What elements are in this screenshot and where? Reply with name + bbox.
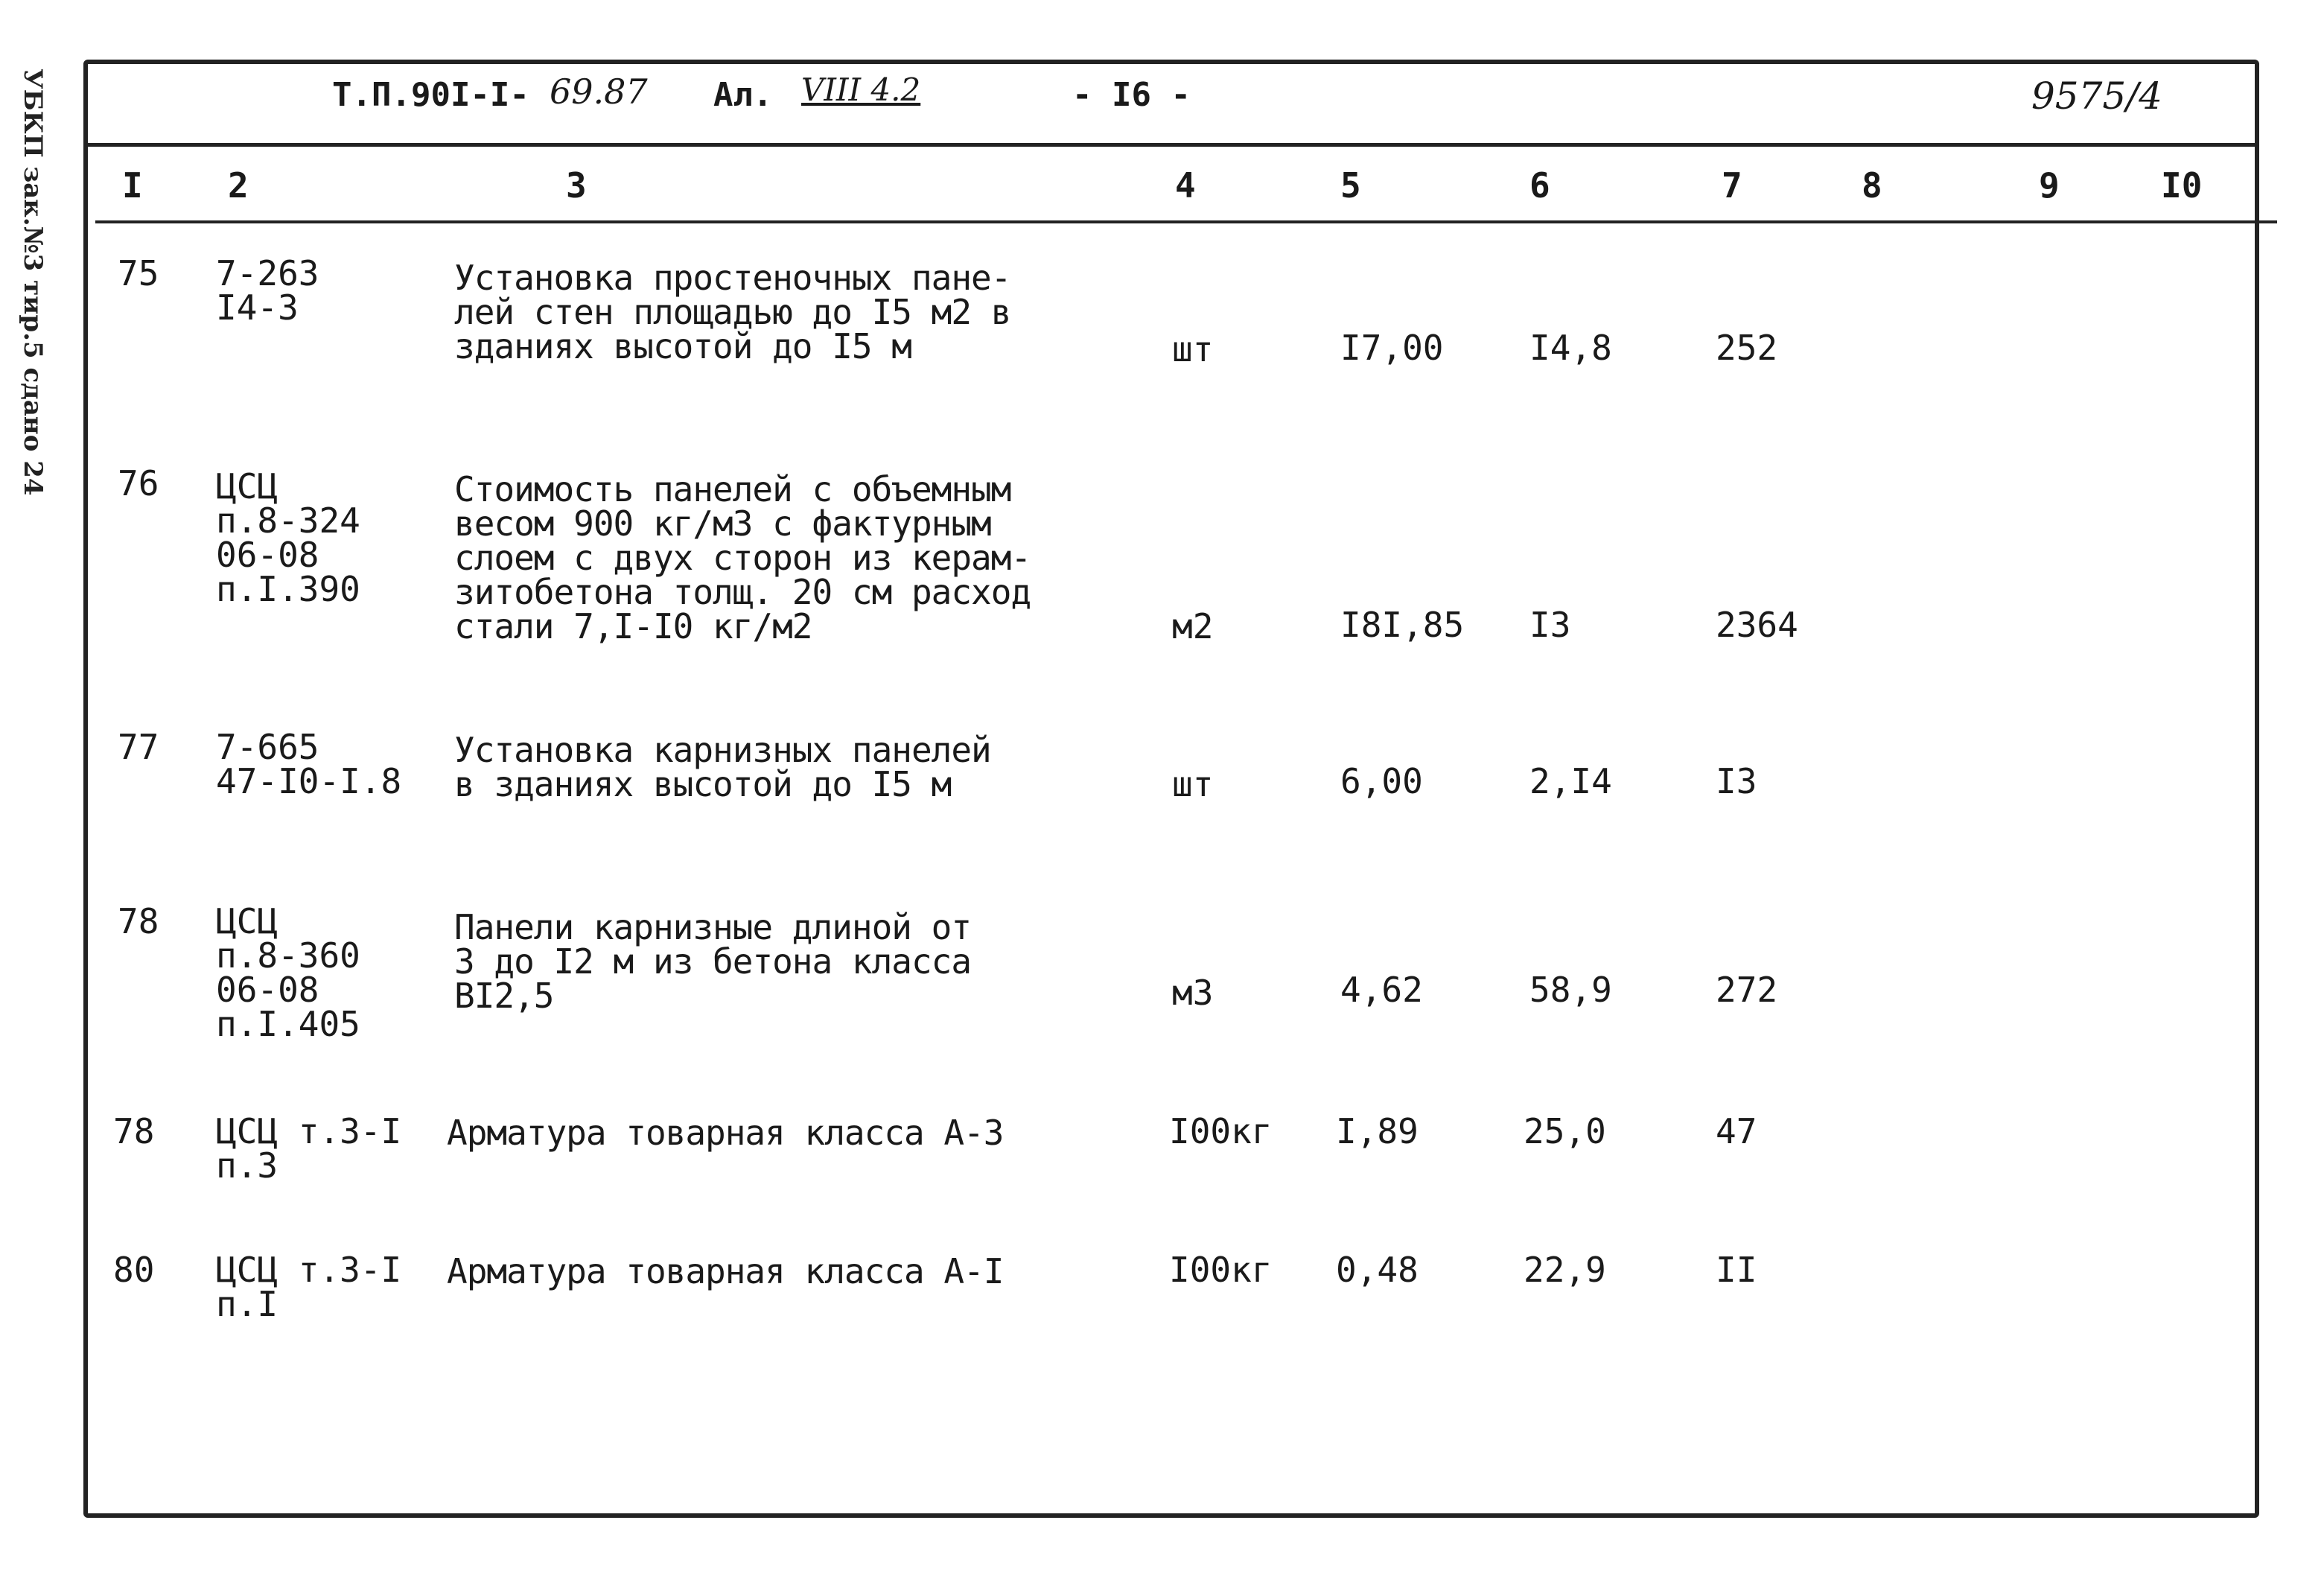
row-number: 78: [118, 901, 159, 941]
side-stamp-text: УБКП зак.№3 тир.5 сдано 24: [18, 69, 48, 496]
norm-code: ЦСЦ п.8-324 06-08 п.I.390: [216, 466, 360, 609]
total-cost: 252: [1716, 328, 1778, 368]
column-header: 5: [1340, 165, 1361, 206]
work-description: Стоимость панелей с объемным весом 900 кг/м3 с фактурным слоем с двух сторон из керам- зитобетона толщ. 20 см расход стали 7,I-I0 кг/м2: [454, 469, 1031, 646]
row-number: 75: [118, 253, 159, 293]
norm-code: 7-263 I4-3: [216, 253, 319, 328]
column-header: 9: [2039, 165, 2060, 206]
work-description: Арматура товарная класса А-3: [447, 1113, 1004, 1153]
quantity: 6,00: [1340, 761, 1423, 801]
unit-price: 58,9: [1529, 970, 1612, 1010]
unit-price: 2,I4: [1529, 761, 1612, 801]
quantity: I8I,85: [1340, 605, 1465, 645]
total-cost: II: [1716, 1250, 1757, 1290]
unit: шт: [1172, 329, 1214, 369]
unit-price: I4,8: [1529, 328, 1612, 368]
column-header: 8: [1862, 165, 1882, 206]
unit: м3: [1172, 973, 1214, 1013]
header-rule: [86, 143, 2258, 147]
unit-price: 25,0: [1524, 1111, 1606, 1151]
work-description: Панели карнизные длиной от 3 до I2 м из бетона класса BI2,5: [454, 907, 972, 1016]
column-header: 2: [228, 165, 249, 206]
work-description: Установка простеночных пане- лей стен площадью до I5 м2 в зданиях высотой до I5 м: [454, 258, 1011, 366]
total-cost: 272: [1716, 970, 1778, 1010]
unit: шт: [1172, 764, 1214, 804]
album-handwritten: VIII 4.2: [801, 71, 921, 108]
column-header: I0: [2161, 165, 2203, 206]
doc-code: Т.П.90I-I-: [332, 76, 529, 114]
unit-price: I3: [1529, 605, 1571, 645]
total-cost: 2364: [1716, 605, 1798, 645]
row-number: 77: [118, 727, 159, 767]
column-header: 6: [1529, 165, 1550, 206]
row-number: 80: [113, 1250, 155, 1290]
quantity: I,89: [1336, 1111, 1419, 1151]
row-number: 76: [118, 463, 159, 503]
column-header-rule: [95, 220, 2277, 223]
norm-code: ЦСЦ п.8-360 06-08 п.I.405: [216, 901, 360, 1044]
column-header: 3: [566, 165, 587, 206]
column-header: 4: [1175, 165, 1196, 206]
row-number: 78: [113, 1111, 155, 1151]
norm-code: ЦСЦ т.3-I п.3: [216, 1111, 402, 1186]
reference-handwritten: 9575/4: [2031, 74, 2162, 118]
quantity: I7,00: [1340, 328, 1444, 368]
unit-price: 22,9: [1524, 1250, 1606, 1290]
page-frame: [83, 60, 2259, 1518]
unit: м2: [1172, 606, 1214, 646]
norm-code: 7-665 47-I0-I.8: [216, 727, 402, 801]
album-label: Ал.: [713, 76, 773, 114]
total-cost: I3: [1716, 761, 1757, 801]
unit: I00кг: [1169, 1250, 1273, 1290]
column-header: 7: [1722, 165, 1742, 206]
work-description: Арматура товарная класса А-I: [447, 1251, 1004, 1291]
side-stamp: [7, 69, 52, 496]
quantity: 4,62: [1340, 970, 1423, 1010]
column-header: I: [122, 165, 143, 206]
doc-code-handwritten: 69.87: [550, 71, 648, 112]
quantity: 0,48: [1336, 1250, 1419, 1290]
total-cost: 47: [1716, 1111, 1757, 1151]
unit: I00кг: [1169, 1111, 1273, 1151]
norm-code: ЦСЦ т.3-I п.I: [216, 1250, 402, 1324]
page-number: - I6 -: [1072, 76, 1191, 114]
work-description: Установка карнизных панелей в зданиях высотой до I5 м: [454, 730, 991, 804]
